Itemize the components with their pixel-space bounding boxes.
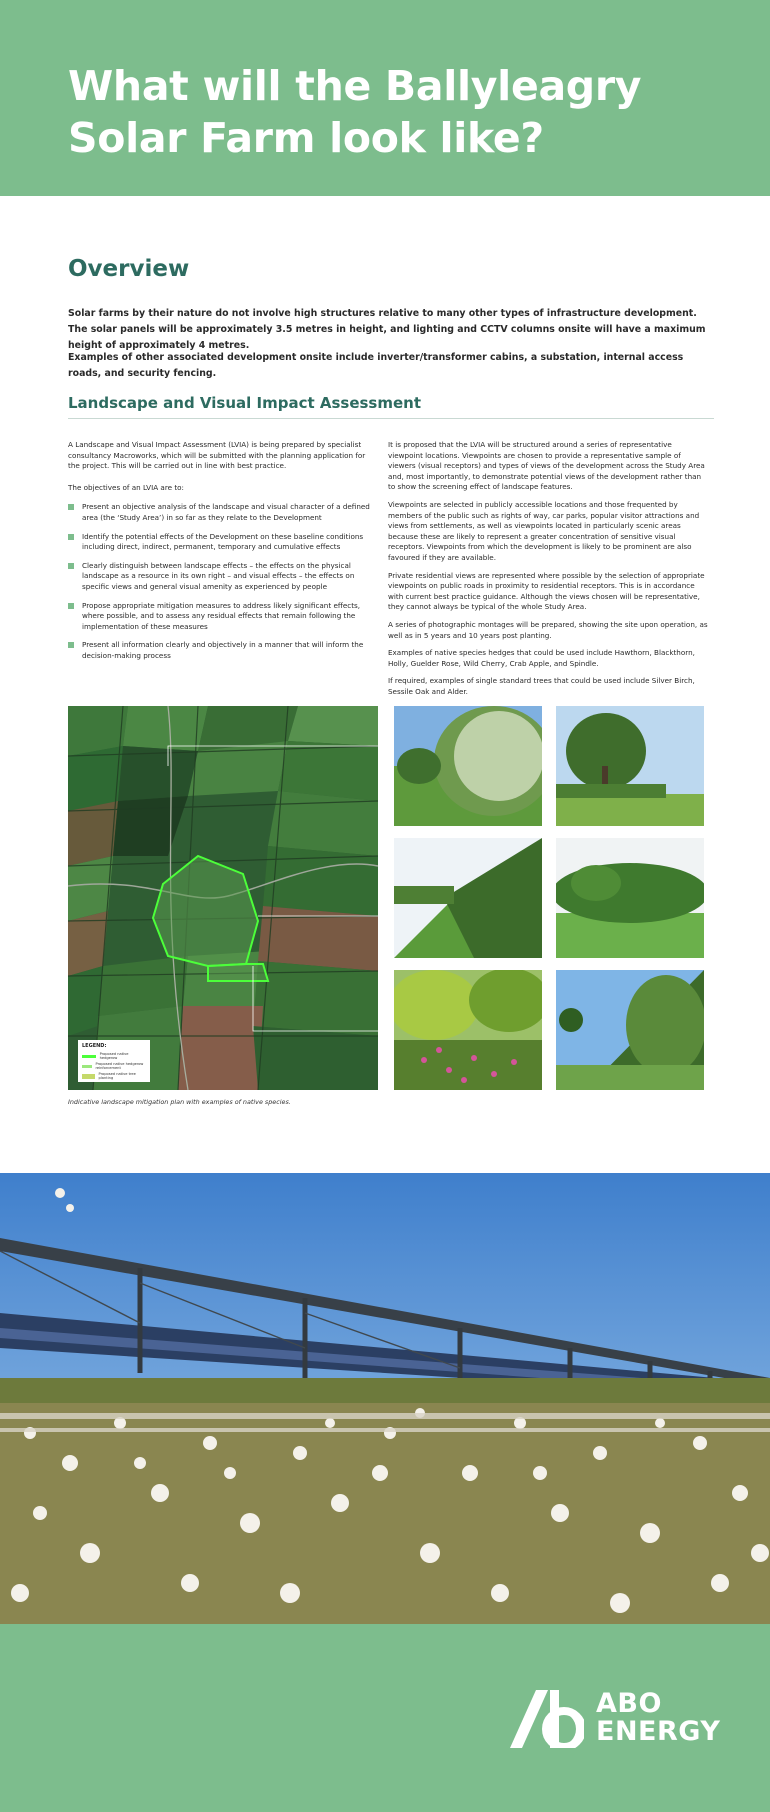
aerial-map-image [68,706,378,1090]
lvia-intro: A Landscape and Visual Impact Assessment (LVIA) is being prepared by specialist consultancy Macroworks, which will be submitted with the planning application for the project. This will be carried out in line with best practice. [68,440,366,471]
legend-item: Proposed native tree planting [82,1072,146,1080]
abo-energy-logo-icon [510,1690,584,1748]
list-item: Identify the potential effects of the Development on these baseline conditions including direct, indirect, permanent, temporary and cumulative effects [68,532,374,553]
lvia-paragraph: It is proposed that the LVIA will be structured around a series of representative viewpoint locations. Viewpoints are chosen to provide a representative sample of viewers (visual receptors) and types of views of the development across the Study Area and, most importantly, to demonstrate potential views of the development rather than to show the screening effect of landscape features. [388,440,705,492]
overview-paragraph-2: Examples of other associated development onsite include inverter/transformer cabins, a substation, internal access roads, and security fencing. [68,352,684,379]
list-item: Propose appropriate mitigation measures to address likely significant effects, where possible, and to assess any residual effects that remain following the implementation of these measures [68,601,374,633]
list-item: Present all information clearly and objectively in a manner that will inform the decision-making process [68,640,374,661]
lvia-right-column [388,440,708,704]
hedge-photo [556,706,704,826]
legend-title: LEGEND: [82,1043,107,1049]
bullet-square-icon [68,534,74,540]
hedge-photo [394,706,542,826]
hedge-photo [394,970,542,1090]
legend-item: Proposed native hedgerow reinforcement [82,1062,146,1070]
list-item: Clearly distinguish between landscape effects – the effects on the physical landscape as a resource in its own right – and visual effects – the effects on specific views and general visual amenity as experienced by people [68,561,374,593]
lvia-paragraph: If required, examples of single standard trees that could be used include Silver Birch, Sessile Oak and Alder. [388,676,695,696]
logo-text-abo: ABO [596,1688,662,1719]
map-caption: Indicative landscape mitigation plan with examples of native species. [68,1098,291,1106]
hedge-photo [556,970,704,1090]
hedge-photo [394,838,542,958]
map-legend [78,1040,150,1082]
footer-band [0,1624,770,1812]
bullet-square-icon [68,563,74,569]
bullet-square-icon [68,603,74,609]
mitigation-plan-map [68,706,378,1090]
lvia-paragraph: Examples of native species hedges that could be used include Hawthorn, Blackthorn, Holly, Guelder Rose, Wild Cherry, Crab Apple, and Spindle. [388,648,695,668]
abo-energy-logo [510,1690,730,1754]
solar-farm-photo [0,1173,770,1624]
header-band [0,0,770,196]
objectives-intro: The objectives of an LVIA are to: [68,482,184,492]
title-line-2: Solar Farm look like? [68,114,544,162]
lvia-paragraph: A series of photographic montages will be prepared, showing the site upon operation, as well as in 5 years and 10 years post planting. [388,619,708,640]
hedge-photo [556,838,704,958]
title-line-1: What will the Ballyleagry [68,62,642,110]
overview-heading: Overview [68,256,190,282]
lvia-paragraph: Viewpoints are selected in publicly accessible locations and those frequented by members of the public such as rights of way, car parks, popular visitor attractions and views from settlements, as well as viewpoints located in particularly scenic areas because these are likely to represent a greater concentration of sensitive visual receptors. Viewpoints from which the development is likely to be prominent are also favoured if they are available. [388,499,700,562]
objectives-list [68,502,374,661]
overview-paragraph-1: Solar farms by their nature do not involve high structures relative to many other types of infrastructure development. The solar panels will be approximately 3.5 metres in height, and lighting and CCTV columns onsite will have a maximum height of approximately 4 metres. [68,308,706,351]
lvia-left-column [68,440,374,670]
lvia-paragraph: Private residential views are represented where possible by the selection of appropriate viewpoints on public roads in proximity to residential receptors. This is in accordance with current best practice guidance. Although the views chosen will be representative, they cannot always be typical of the whole Study Area. [388,570,705,612]
lvia-heading: Landscape and Visual Impact Assessment [68,394,422,412]
list-item: Present an objective analysis of the landscape and visual character of a defined area (the ‘Study Area’) in so far as they relate to the Development [68,502,374,523]
page-title [68,60,708,164]
legend-item: Proposed native hedgerow [82,1052,146,1060]
section-divider [68,418,714,419]
bullet-square-icon [68,642,74,648]
logo-text-energy: ENERGY [596,1716,721,1747]
bullet-square-icon [68,504,74,510]
